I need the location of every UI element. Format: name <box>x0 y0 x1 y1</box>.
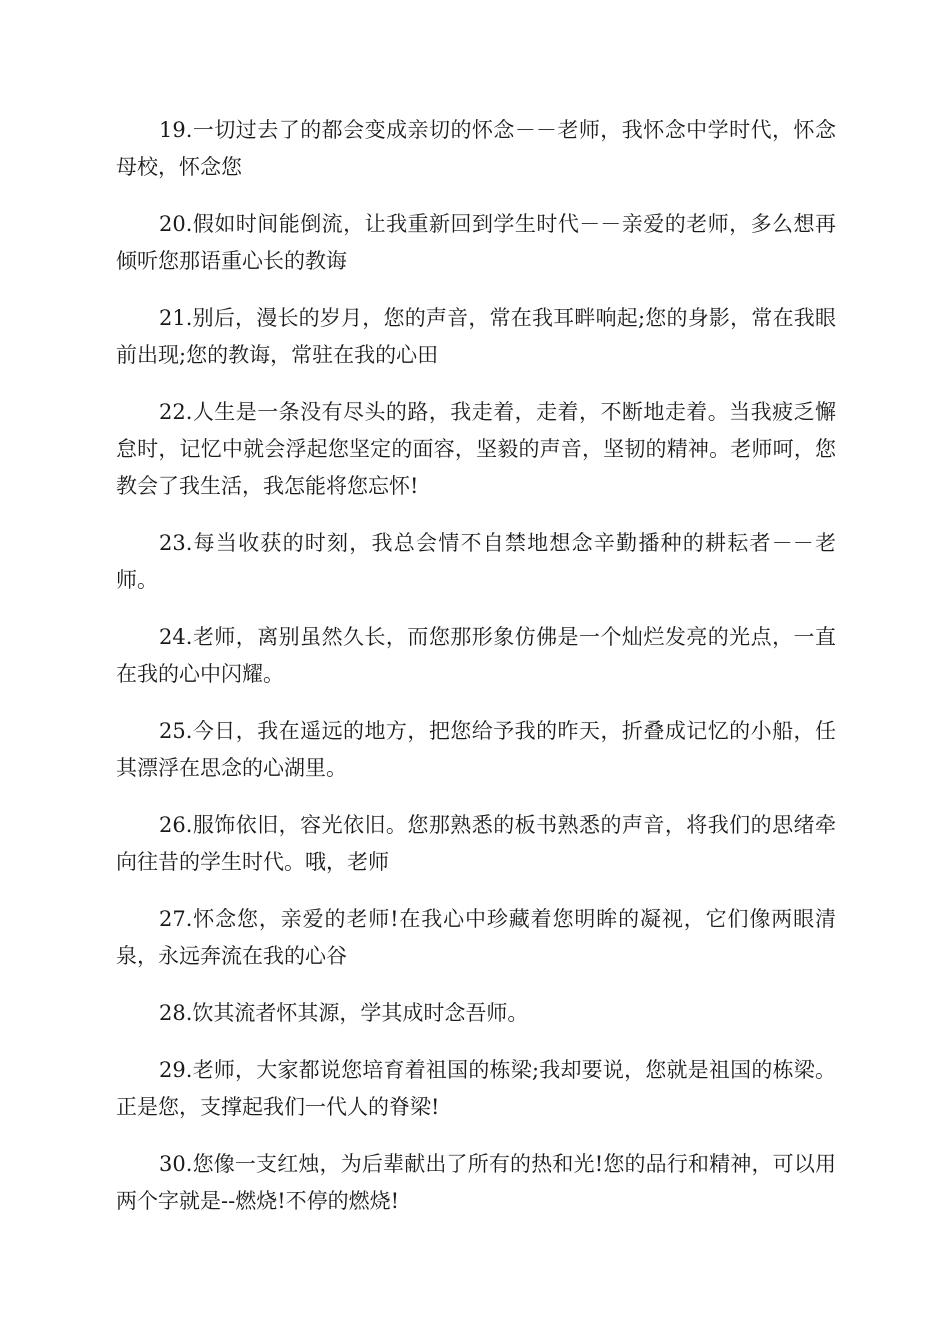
paragraph-22: 22.人生是一条没有尽头的路，我走着，走着，不断地走着。当我疲乏懈怠时，记忆中就会浮起您坚定的面容，坚毅的声音，坚韧的精神。老师呵，您教会了我生活，我怎能将您忘怀! <box>116 400 836 498</box>
paragraph-23: 23.每当收获的时刻，我总会情不自禁地想念辛勤播种的耕耘者－－老师。 <box>116 531 836 592</box>
paragraph-30: 30.您像一支红烛，为后辈献出了所有的热和光!您的品行和精神，可以用两个字就是--燃烧!不停的燃烧! <box>116 1152 836 1213</box>
paragraph-27: 27.怀念您，亲爱的老师!在我心中珍藏着您明眸的凝视，它们像两眼清泉，永远奔流在我的心谷 <box>116 907 836 968</box>
paragraph-29: 29.老师，大家都说您培育着祖国的栋梁;我却要说，您就是祖国的栋梁。正是您，支撑起我们一代人的脊梁! <box>116 1058 836 1119</box>
paragraph-21: 21.别后，漫长的岁月，您的声音，常在我耳畔响起;您的身影，常在我眼前出现;您的教诲，常驻在我的心田 <box>116 306 836 367</box>
document-body <box>116 112 836 1240</box>
paragraph-25: 25.今日，我在遥远的地方，把您给予我的昨天，折叠成记忆的小船，任其漂浮在思念的心湖里。 <box>116 719 836 780</box>
paragraph-19: 19.一切过去了的都会变成亲切的怀念－－老师，我怀念中学时代，怀念母校，怀念您 <box>116 118 836 179</box>
paragraph-24: 24.老师，离别虽然久长，而您那形象仿佛是一个灿烂发亮的光点，一直在我的心中闪耀。 <box>116 625 836 686</box>
paragraph-28: 28.饮其流者怀其源，学其成时念吾师。 <box>159 1001 529 1025</box>
paragraph-20: 20.假如时间能倒流，让我重新回到学生时代－－亲爱的老师，多么想再倾听您那语重心长的教诲 <box>116 212 836 273</box>
paragraph-26: 26.服饰依旧，容光依旧。您那熟悉的板书熟悉的声音，将我们的思绪牵向往昔的学生时代。哦，老师 <box>116 813 836 874</box>
